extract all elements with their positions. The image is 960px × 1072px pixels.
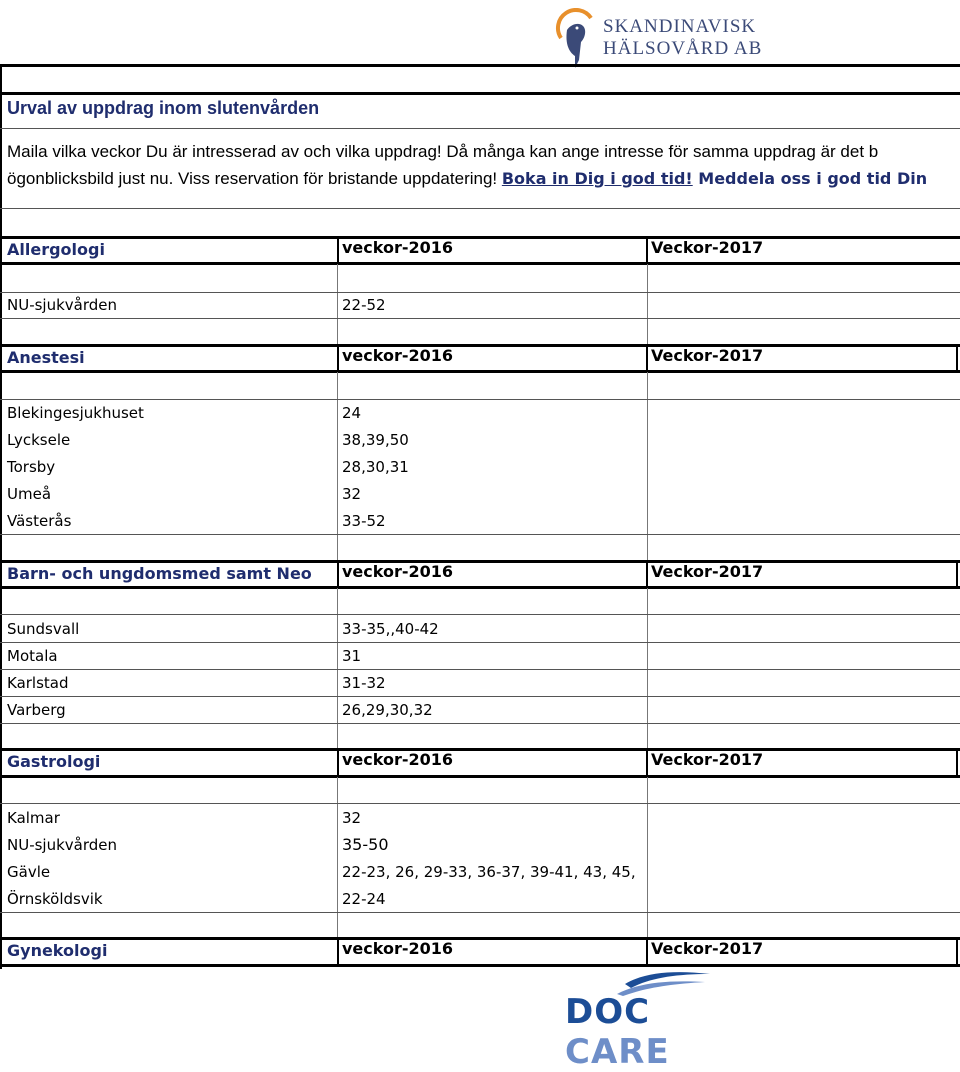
brand-line2: HÄLSOVÅRD AB <box>603 38 763 59</box>
section-header-gastrologi: Gastrologi <box>7 752 101 771</box>
intro-line2-suffix: Meddela oss i god tid Din <box>692 169 928 188</box>
section-header-gynekologi: Gynekologi <box>7 941 108 960</box>
doccare-word-care: CARE <box>565 1032 670 1072</box>
section-header-anestesi: Anestesi <box>7 348 85 367</box>
column-header-2016: veckor-2016 <box>342 346 454 365</box>
table-row-place: Blekingesjukhuset <box>7 404 144 422</box>
column-header-2016: veckor-2016 <box>342 238 454 257</box>
doccare-word-doc: DOC <box>565 992 651 1032</box>
column-header-2017: Veckor-2017 <box>651 750 764 769</box>
intro-line1: Maila vilka veckor Du är intresserad av och vilka uppdrag! Då många kan ange intresse för samma uppdrag är det b <box>7 142 879 161</box>
table-row-place: Motala <box>7 647 58 665</box>
column-header-2016: veckor-2016 <box>342 750 454 769</box>
table-row-weeks: 31 <box>342 647 362 665</box>
table-row-weeks: 22-23, 26, 29-33, 36-37, 39-41, 43, 45, <box>342 863 636 881</box>
table-row-weeks: 22-24 <box>342 890 386 908</box>
table-row-weeks: 31-32 <box>342 674 386 692</box>
table-row-weeks: 32 <box>342 485 362 503</box>
table-row-weeks: 33-35,,40-42 <box>342 620 439 638</box>
table-row-place: Örnsköldsvik <box>7 890 103 908</box>
column-header-2017: Veckor-2017 <box>651 346 764 365</box>
table-row-place: Torsby <box>7 458 56 476</box>
brand-line1: SKANDINAVISK <box>603 16 757 37</box>
skandinavisk-brand-text <box>603 16 762 60</box>
booking-link[interactable]: Boka in Dig i god tid! <box>501 169 693 188</box>
table-row-weeks: 22-52 <box>342 296 386 314</box>
table-row-place: Varberg <box>7 701 66 719</box>
intro-line2 <box>7 169 927 189</box>
doccare-logo <box>565 970 745 1072</box>
column-header-2017: Veckor-2017 <box>651 238 764 257</box>
table-row-weeks: 24 <box>342 404 362 422</box>
table-row-place: Karlstad <box>7 674 69 692</box>
table-row-weeks: 33-52 <box>342 512 386 530</box>
skandinavisk-logo <box>553 8 763 70</box>
intro-line2-prefix: ögonblicksbild just nu. Viss reservation för bristande uppdatering! <box>7 169 502 188</box>
table-row-place: Kalmar <box>7 809 60 827</box>
section-header-barn: Barn- och ungdomsmed samt Neo <box>7 564 312 583</box>
table-row-weeks: 32 <box>342 809 362 827</box>
table-row-place: NU-sjukvården <box>7 836 118 854</box>
table-row-weeks: 35-50 <box>342 835 389 854</box>
table-row-place: Gävle <box>7 863 51 881</box>
column-header-2016: veckor-2016 <box>342 562 454 581</box>
column-header-2016: veckor-2016 <box>342 939 454 958</box>
doccare-wordmark <box>565 992 745 1072</box>
table-row-place: Sundsvall <box>7 620 80 638</box>
table-row-weeks: 28,30,31 <box>342 458 409 476</box>
column-header-2017: Veckor-2017 <box>651 939 764 958</box>
column-header-2017: Veckor-2017 <box>651 562 764 581</box>
table-row-place: Västerås <box>7 512 72 530</box>
table-row-weeks: 26,29,30,32 <box>342 701 433 719</box>
table-row-weeks: 38,39,50 <box>342 431 409 449</box>
table-row-place: NU-sjukvården <box>7 296 118 314</box>
bird-icon <box>553 8 601 70</box>
table-row-place: Lycksele <box>7 431 71 449</box>
page-title: Urval av uppdrag inom slutenvården <box>7 98 320 118</box>
section-header-allergologi: Allergologi <box>7 240 105 259</box>
table-row-place: Umeå <box>7 485 52 503</box>
